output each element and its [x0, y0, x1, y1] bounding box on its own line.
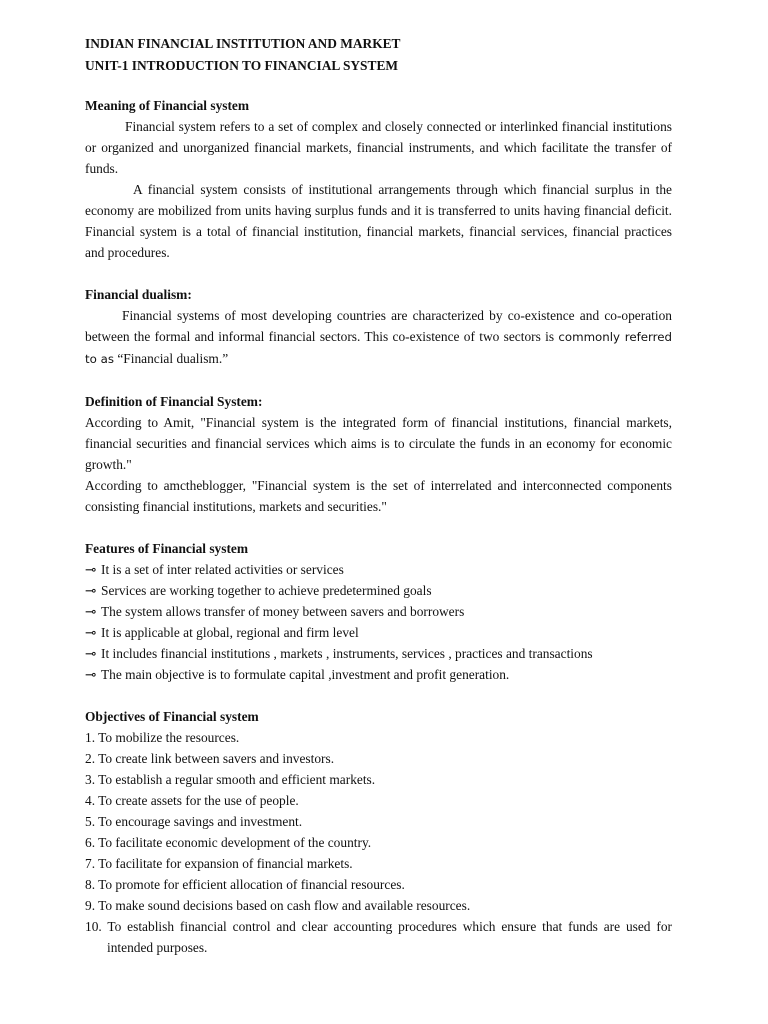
unit-title: UNIT-1 INTRODUCTION TO FINANCIAL SYSTEM: [85, 58, 399, 73]
definition-paragraph-2: According to amctheblogger, "Financial system is the set of interrelated and interconnected components consisting financial institutions, markets and securities.": [85, 478, 672, 514]
bullet-icon: ⊸: [85, 583, 97, 598]
objective-item: 7. To facilitate for expansion of financial markets.: [85, 856, 353, 871]
features-heading: Features of Financial system: [85, 541, 249, 556]
meaning-paragraph-2: A financial system consists of institutional arrangements through which financial surplus in the economy are mobilized from units having surplus funds and it is transferred to units having financial deficit. Financial system is a total of financial institution, financial markets, financial services, financial practices and procedures.: [85, 182, 672, 260]
meaning-heading: Meaning of Financial system: [85, 98, 250, 113]
dualism-paragraph: [85, 305, 672, 370]
feature-item: ⊸ It includes financial institutions , markets , instruments, services , practices and transactions: [85, 643, 672, 664]
objective-item: 5. To encourage savings and investment.: [85, 814, 303, 829]
bullet-icon: ⊸: [85, 667, 97, 682]
bullet-icon: ⊸: [85, 646, 97, 661]
definition-paragraph-1: According to Amit, "Financial system is the integrated form of financial institutions, financial markets, financial securities and financial services which aims is to circulate the funds in an economy for economic growth.": [85, 415, 672, 472]
bullet-icon: ⊸: [85, 562, 97, 577]
feature-item: ⊸ Services are working together to achieve predetermined goals: [85, 580, 672, 601]
feature-item: ⊸ It is a set of inter related activities or services: [85, 559, 672, 580]
dualism-tail: commonly referred to as: [85, 330, 672, 366]
meaning-paragraph-1: Financial system refers to a set of complex and closely connected or interlinked financial institutions or organized and unorganized financial markets, financial instruments, and which facilitate the transfer of funds.: [85, 119, 672, 176]
feature-item: ⊸ The main objective is to formulate capital ,investment and profit generation.: [85, 664, 672, 685]
objectives-heading: Objectives of Financial system: [85, 709, 259, 724]
features-list: [85, 559, 672, 685]
objective-item: 10. To establish financial control and clear accounting procedures which ensure that funds are used for intended purposes.: [85, 919, 672, 955]
objectives-list: [85, 727, 672, 958]
objective-item: 6. To facilitate economic development of the country.: [85, 835, 372, 850]
document-title: INDIAN FINANCIAL INSTITUTION AND MARKET: [85, 36, 401, 51]
bullet-icon: ⊸: [85, 625, 97, 640]
feature-item: ⊸ The system allows transfer of money between savers and borrowers: [85, 601, 672, 622]
document-page: [85, 33, 672, 958]
objective-item: 3. To establish a regular smooth and efficient markets.: [85, 772, 376, 787]
dualism-quote: “Financial dualism.”: [117, 351, 229, 366]
dualism-text: Financial systems of most developing countries are characterized by co-existence and co-operation between the formal and informal financial sectors. This co-existence of two sectors is: [85, 308, 672, 344]
objective-item: 9. To make sound decisions based on cash flow and available resources.: [85, 898, 471, 913]
feature-item: ⊸ It is applicable at global, regional and firm level: [85, 622, 672, 643]
definition-heading: Definition of Financial System:: [85, 394, 263, 409]
objective-item: 2. To create link between savers and investors.: [85, 751, 335, 766]
dualism-heading: Financial dualism:: [85, 287, 192, 302]
objective-item: 4. To create assets for the use of people.: [85, 793, 299, 808]
objective-item: 8. To promote for efficient allocation of financial resources.: [85, 877, 405, 892]
bullet-icon: ⊸: [85, 604, 97, 619]
objective-item: 1. To mobilize the resources.: [85, 730, 240, 745]
